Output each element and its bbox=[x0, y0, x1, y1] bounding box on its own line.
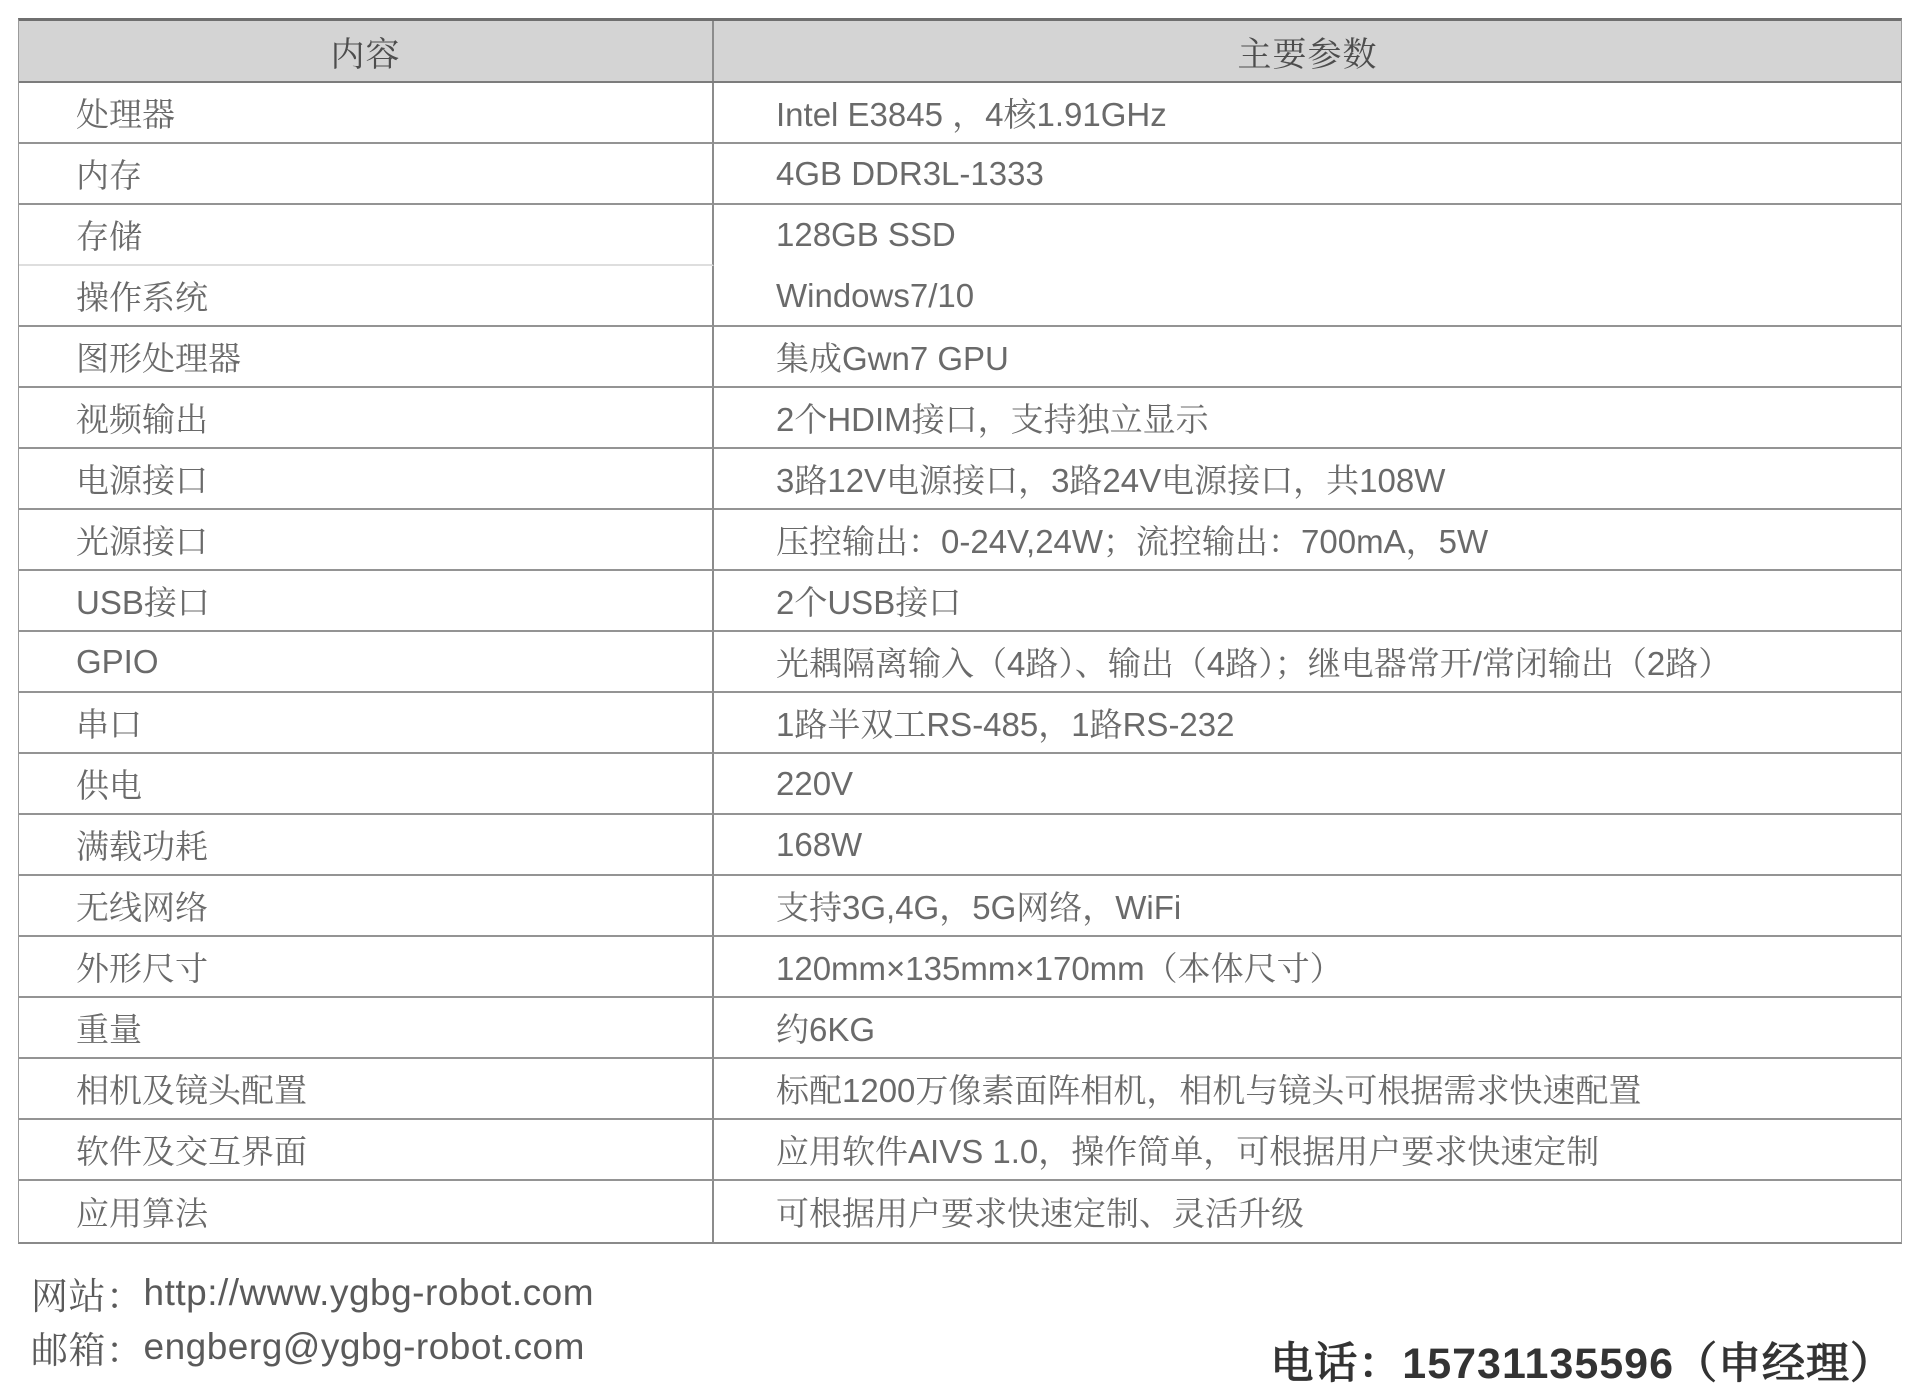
spec-value: 168W bbox=[714, 815, 1901, 876]
table-row bbox=[19, 388, 1901, 449]
table-row bbox=[19, 1059, 1901, 1120]
email-address: engberg@ygbg-robot.com bbox=[143, 1326, 585, 1367]
table-row bbox=[19, 510, 1901, 571]
email-label: 邮箱： bbox=[31, 1330, 144, 1371]
email-line bbox=[31, 1320, 594, 1374]
header-cell-params: 主要参数 bbox=[1237, 35, 1378, 74]
spec-value: 3路12V电源接口，3路24V电源接口，共108W bbox=[714, 449, 1901, 510]
spec-label: GPIO bbox=[19, 632, 714, 693]
table-row bbox=[19, 449, 1901, 510]
spec-value: 光耦隔离输入（4路）、输出（4路）；继电器常开/常闭输出（2路） bbox=[714, 632, 1901, 693]
table-row bbox=[19, 83, 1901, 144]
spec-value: 应用软件AIVS 1.0，操作简单，可根据用户要求快速定制 bbox=[714, 1120, 1901, 1181]
table-row bbox=[19, 1181, 1901, 1242]
phone-number: 电话：15731135596（申经理） bbox=[1270, 1340, 1894, 1388]
spec-label: 相机及镜头配置 bbox=[19, 1059, 714, 1120]
table-row bbox=[19, 571, 1901, 632]
spec-label: 满载功耗 bbox=[19, 815, 714, 876]
spec-value: 标配1200万像素面阵相机，相机与镜头可根据需求快速配置 bbox=[714, 1059, 1901, 1120]
spec-label: 供电 bbox=[19, 754, 714, 815]
table-row bbox=[19, 937, 1901, 998]
website-label: 网站： bbox=[31, 1276, 144, 1317]
table-row bbox=[19, 632, 1901, 693]
spec-value: 1路半双工RS-485，1路RS-232 bbox=[714, 693, 1901, 754]
spec-label: 外形尺寸 bbox=[19, 937, 714, 998]
spec-label: 应用算法 bbox=[19, 1181, 714, 1242]
spec-value: Intel E3845 ，4核1.91GHz bbox=[714, 83, 1901, 144]
table-row bbox=[19, 815, 1901, 876]
spec-value: 2个USB接口 bbox=[714, 571, 1901, 632]
spec-label: 操作系统 bbox=[19, 266, 714, 327]
table-row bbox=[19, 998, 1901, 1059]
spec-label: 光源接口 bbox=[19, 510, 714, 571]
spec-label: 重量 bbox=[19, 998, 714, 1059]
table-row bbox=[19, 693, 1901, 754]
spec-value: 集成Gwn7 GPU bbox=[714, 327, 1901, 388]
spec-value: Windows7/10 bbox=[714, 266, 1901, 327]
spec-label: 视频输出 bbox=[19, 388, 714, 449]
spec-value: 压控输出：0-24V,24W；流控输出：700mA，5W bbox=[714, 510, 1901, 571]
spec-label: 串口 bbox=[19, 693, 714, 754]
spec-label: 存储 bbox=[19, 205, 714, 266]
table-header-row bbox=[19, 21, 1901, 83]
table-row bbox=[19, 205, 1901, 266]
spec-label: 软件及交互界面 bbox=[19, 1120, 714, 1181]
table-row bbox=[19, 754, 1901, 815]
table-row bbox=[19, 327, 1901, 388]
spec-value: 约6KG bbox=[714, 998, 1901, 1059]
spec-value: 支持3G,4G，5G网络，WiFi bbox=[714, 876, 1901, 937]
spec-value: 2个HDIM接口，支持独立显示 bbox=[714, 388, 1901, 449]
spec-value: 220V bbox=[714, 754, 1901, 815]
spec-value: 128GB SSD bbox=[776, 215, 956, 253]
spec-table bbox=[18, 18, 1902, 1244]
table-row bbox=[19, 144, 1901, 205]
table-row bbox=[19, 876, 1901, 937]
spec-value: 可根据用户要求快速定制、灵活升级 bbox=[776, 1195, 1304, 1232]
website-line bbox=[31, 1266, 594, 1320]
spec-label: 内存 bbox=[19, 144, 714, 205]
spec-label: 图形处理器 bbox=[19, 327, 714, 388]
header-cell-content: 内容 bbox=[19, 21, 714, 81]
table-row bbox=[19, 1120, 1901, 1181]
website-url: http://www.ygbg-robot.com bbox=[143, 1272, 595, 1313]
spec-label: USB接口 bbox=[19, 571, 714, 632]
spec-label: 无线网络 bbox=[19, 876, 714, 937]
spec-value: 4GB DDR3L-1333 bbox=[714, 144, 1901, 205]
footer-contact-block bbox=[31, 1266, 594, 1374]
table-body bbox=[19, 83, 1901, 1242]
spec-label: 电源接口 bbox=[19, 449, 714, 510]
table-row bbox=[19, 266, 1901, 327]
spec-value: 120mm×135mm×170mm（本体尺寸） bbox=[714, 937, 1901, 998]
spec-label: 处理器 bbox=[19, 83, 714, 144]
